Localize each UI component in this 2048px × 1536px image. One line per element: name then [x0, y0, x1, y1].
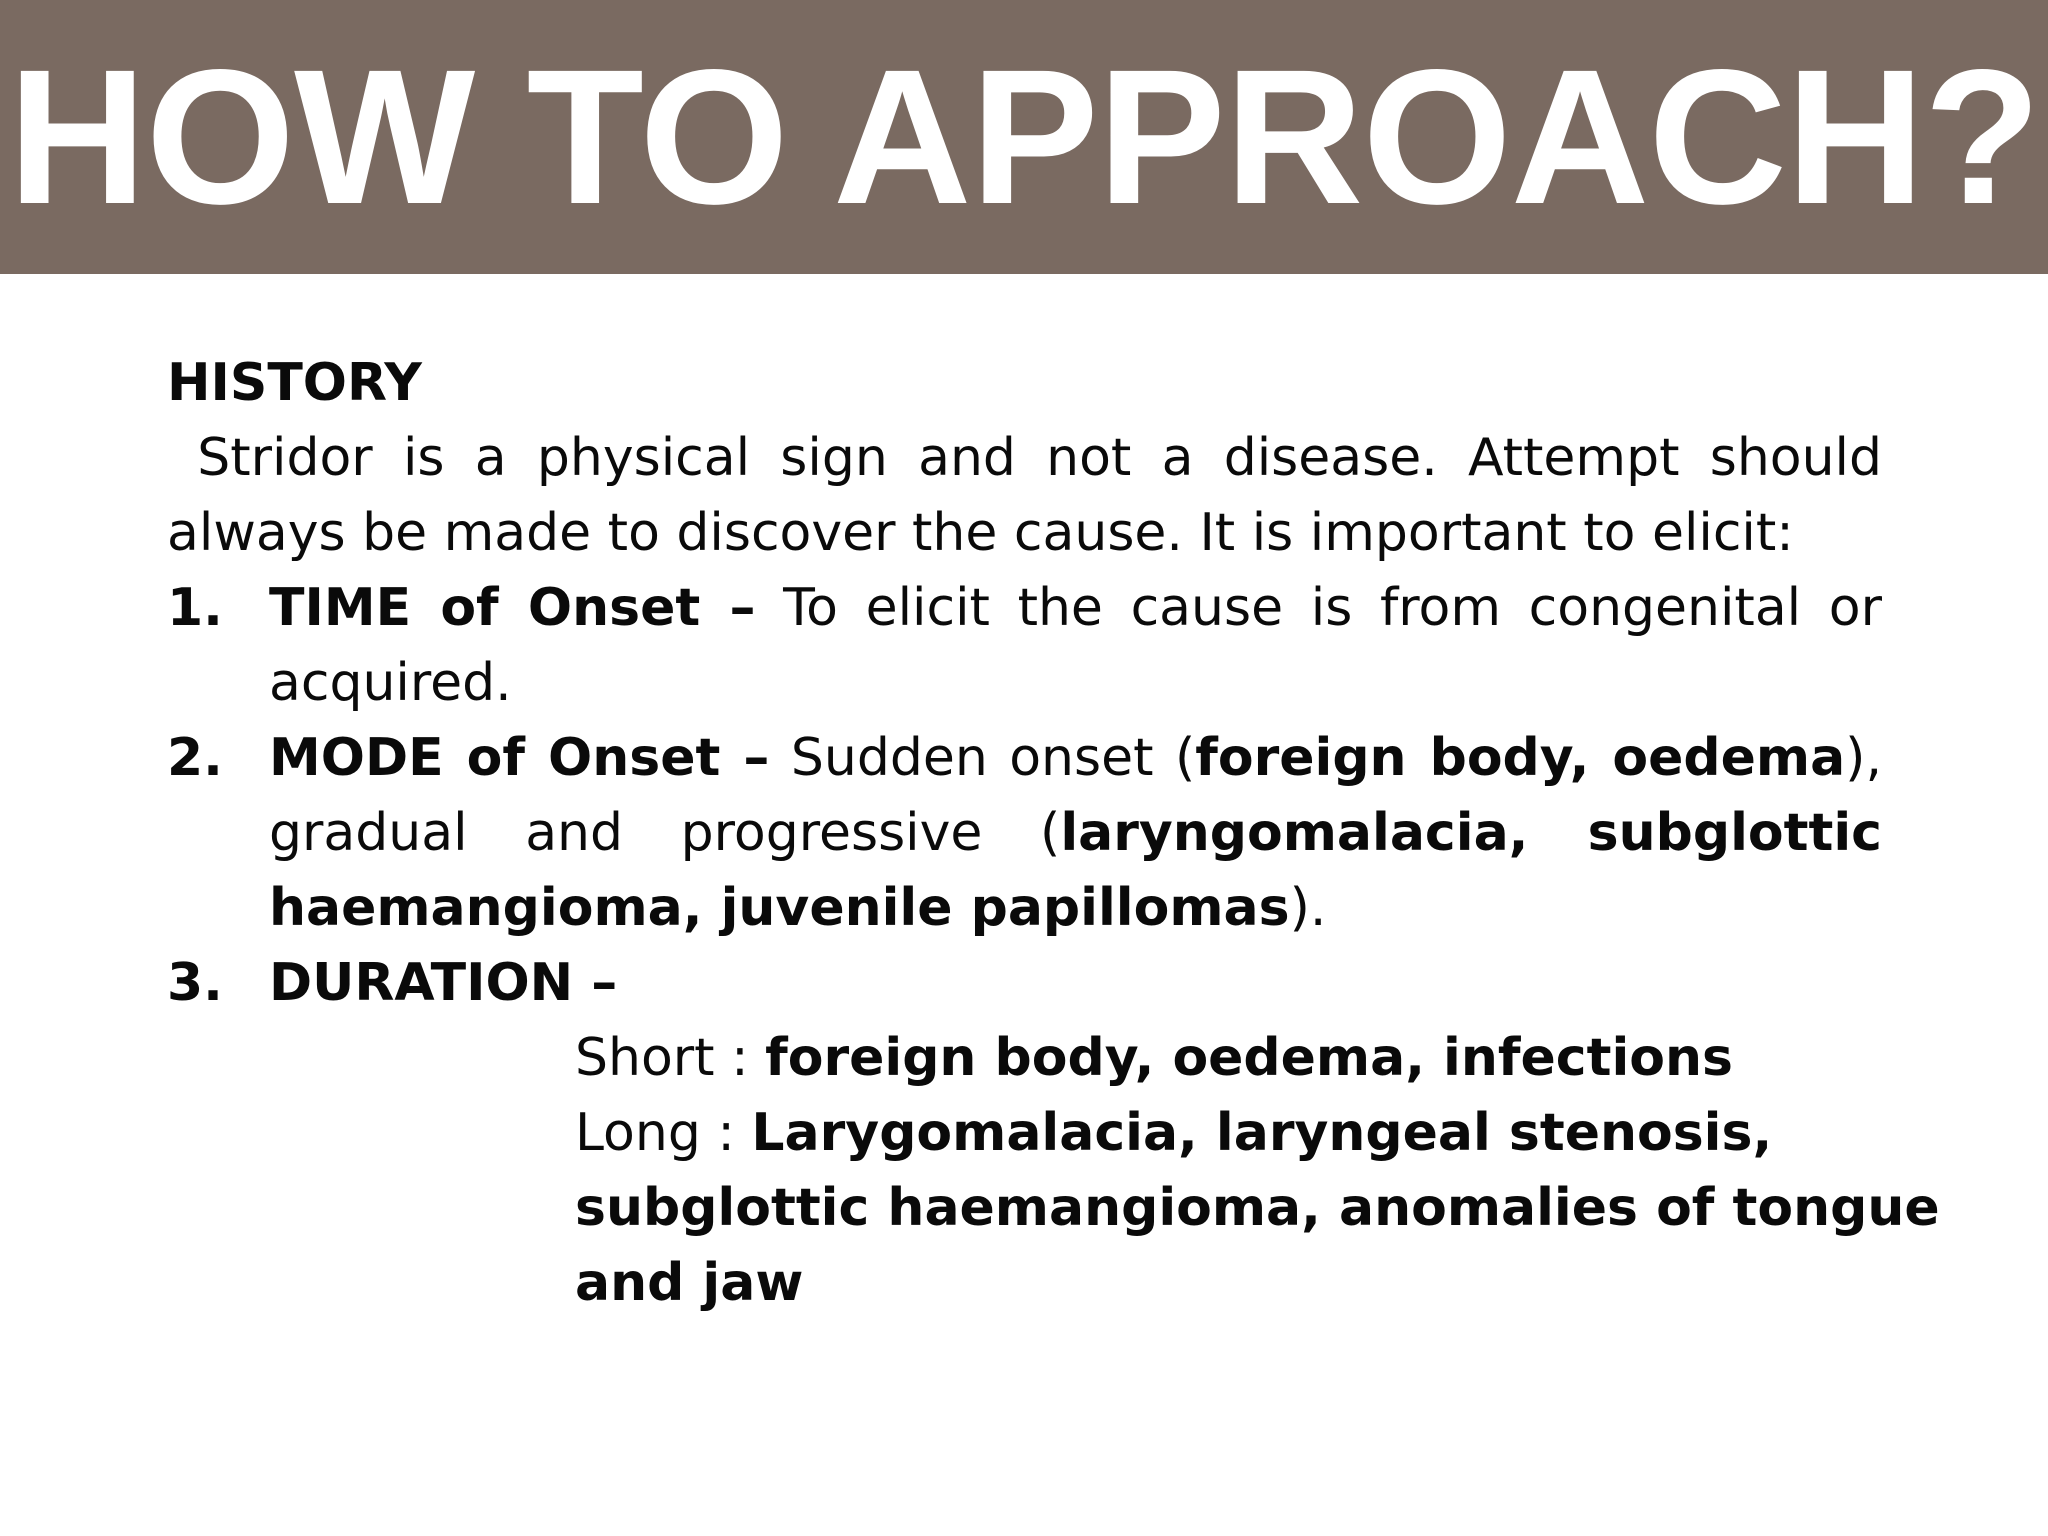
list-item-text: To elicit the cause is from congenital or acquired.: [269, 578, 1883, 713]
duration-short-label: Short :: [575, 1028, 766, 1088]
duration-long-causes-1: Larygomalacia, laryngeal stenosis,: [751, 1103, 1773, 1163]
sudden-onset-causes: foreign body, oedema: [1195, 728, 1846, 788]
list-item-number: 3.: [167, 953, 223, 1013]
list-item-body: [269, 946, 1882, 1021]
history-intro: [167, 421, 1882, 571]
gradual-onset-causes: laryngomalacia, subglottic haemangioma, juvenile papillomas: [269, 803, 1882, 938]
history-heading: HISTORY: [167, 353, 422, 413]
list-item-number: 2.: [167, 728, 223, 788]
list-item-duration: [167, 946, 1882, 1021]
sudden-onset-text: Sudden onset (: [790, 728, 1196, 788]
list-item-mode-of-onset: [167, 721, 1882, 946]
duration-long-causes-3: and jaw: [575, 1253, 804, 1313]
list-item-body: [269, 571, 1882, 721]
slide-content: [167, 346, 1940, 1321]
list-item-label: TIME of Onset –: [269, 578, 756, 638]
list-item-label: DURATION –: [269, 953, 618, 1013]
duration-short-causes: foreign body, oedema, infections: [765, 1028, 1733, 1088]
history-intro-text: Stridor is a physical sign and not a disease. Attempt should always be made to discover the cause. It is important to elicit:: [167, 428, 1882, 563]
list-item-time-of-onset: [167, 571, 1882, 721]
list-item-number: 1.: [167, 578, 223, 638]
gradual-onset-text: ), gradual and progressive (: [269, 728, 1882, 863]
duration-short: [575, 1021, 1882, 1096]
slide-title: HOW TO APPROACH?: [8, 29, 2040, 244]
list-item-label: MODE of Onset –: [269, 728, 770, 788]
mode-end-text: ).: [1289, 878, 1327, 938]
duration-list: [167, 1021, 1940, 1321]
list-item-body: [269, 721, 1882, 946]
duration-long: [575, 1096, 1882, 1171]
duration-long-causes-2: subglottic haemangioma, anomalies of tongue: [575, 1178, 1940, 1238]
duration-long-label: Long :: [575, 1103, 752, 1163]
